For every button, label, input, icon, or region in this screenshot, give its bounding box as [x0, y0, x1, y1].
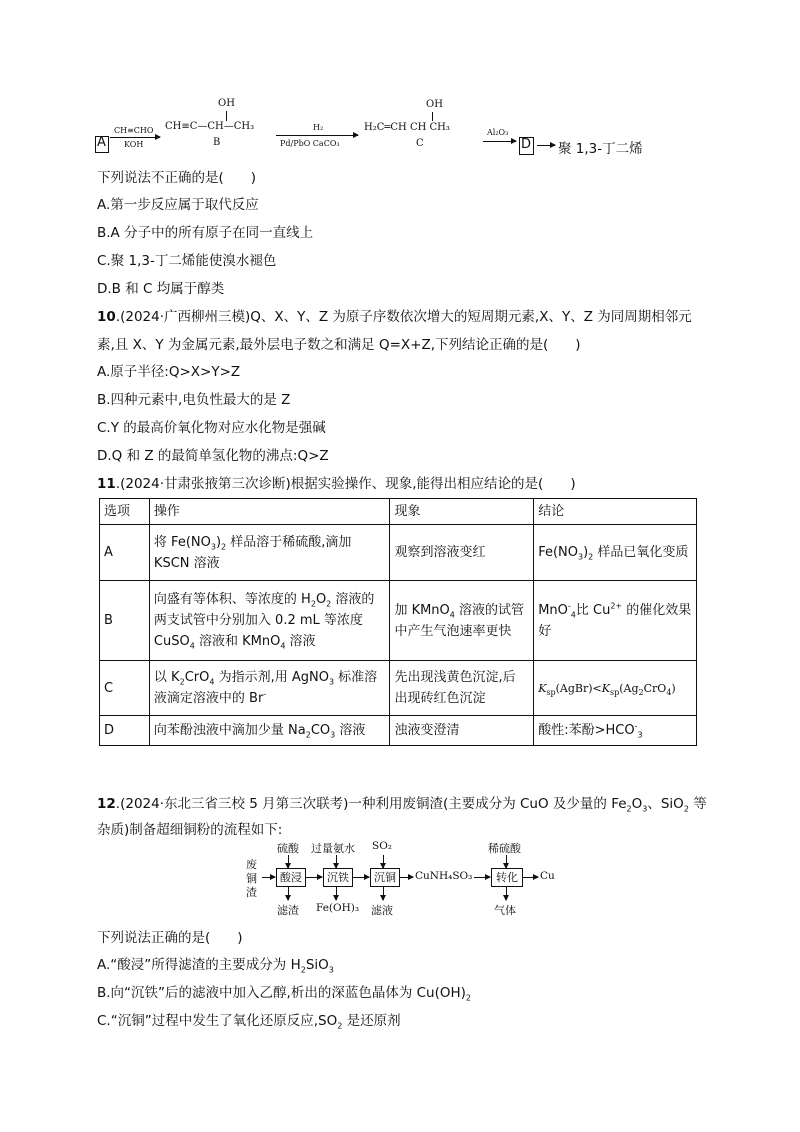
row-b-option: B [100, 581, 150, 661]
compound-c-label: C [416, 138, 424, 149]
q12-option-c: C.“沉铜”过程中发生了氧化还原反应$,SO_2$ 是还原剂 [97, 1013, 401, 1031]
output-filtrate: 滤液 [371, 904, 393, 917]
header-operation: 操作 [149, 499, 390, 525]
input-dilute-sulfuric-acid: 稀硫酸 [488, 842, 521, 855]
row-d-operation: 向苯酚浊液中滴加少量 $Na_2CO_3$ 溶液 [149, 716, 390, 746]
compound-c-oh: OH [426, 99, 443, 110]
q10-stem-line1: 10.(2024·广西柳州三模)Q、X、Y、Z 为原子序数依次增大的短周期元素,X、Y、Z 为同周期相邻元 [97, 309, 692, 325]
q10-option-c: C.Y 的最高价氧化物对应水化物是强碱 [97, 420, 326, 436]
q12-stem: 下列说法正确的是( ) [97, 930, 243, 946]
input3-arrow [383, 855, 384, 868]
q9-stem: 下列说法不正确的是( ) [97, 170, 257, 186]
row-a-conclusion: $Fe(NO_3)_2$ 样品已氧化变质 [534, 525, 697, 581]
row-c-phenomenon: 先出现浅黄色沉淀,后 出现砖红色沉淀 [390, 661, 534, 716]
input-so2: SO₂ [372, 840, 393, 852]
row-a-option: A [100, 525, 150, 581]
box-copper-precipitation: 沉铜 [370, 868, 400, 887]
step1-reagent-top: CH≡CHO [114, 126, 154, 135]
q12-stem-line2: 杂质)制备超细铜粉的流程如下: [97, 822, 283, 838]
step2-reagent-bottom: Pd/PbO CaCO₃ [280, 139, 340, 148]
link2-arrow [352, 877, 369, 878]
row-a-operation: 将 $Fe(NO_3)_2$ 样品溶于稀硫酸,滴加 KSCN 溶液 [149, 525, 390, 581]
q10-option-d: D.Q 和 Z 的最简单氢化物的沸点:Q>Z [97, 448, 329, 464]
feed-char-2: 铜 [246, 872, 257, 885]
row-d-phenomenon: 浊液变澄清 [390, 716, 534, 746]
link4-arrow [474, 877, 490, 878]
q10-option-a: A.原子半径:Q>X>Y>Z [97, 364, 241, 380]
output3-arrow [383, 887, 384, 900]
q9-option-d: D.B 和 C 均属于醇类 [97, 281, 225, 297]
link5-arrow [522, 877, 538, 878]
step3-arrow [483, 141, 516, 142]
table-row [100, 716, 697, 746]
step1-reagent-bottom: KOH [124, 140, 144, 149]
q10-number: 10 [97, 309, 116, 325]
feed-char-3: 渣 [246, 886, 257, 899]
table-row [100, 661, 697, 716]
link1-arrow [305, 877, 322, 878]
row-b-phenomenon: 加 KMnO$_4$ 溶液的试管 中产生气泡速率更快 [390, 581, 534, 661]
output-gas: 气体 [494, 904, 516, 917]
compound-b-oh-bond [226, 111, 227, 121]
compound-b-formula: CH≡C—CH—CH₃ [165, 121, 255, 132]
compound-d-label: D [521, 137, 532, 152]
step1-arrow [110, 137, 160, 138]
header-conclusion: 结论 [534, 499, 697, 525]
step4-arrow [537, 145, 555, 146]
output2-arrow [336, 887, 337, 900]
output4-arrow [506, 887, 507, 900]
table-row [100, 525, 697, 581]
feed-char-1: 废 [246, 858, 257, 871]
q9-option-b: B.A 分子中的所有原子在同一直线上 [97, 225, 314, 241]
row-c-operation: 以 $K_2CrO_4$ 为指示剂,用 AgNO$_3$ 标准溶 液滴定溶液中的 Br- [149, 661, 390, 716]
box-acid-leach: 酸浸 [276, 868, 306, 887]
row-c-conclusion: $K_{sp}(AgBr)<K_{sp}(Ag_2CrO_4)$ [534, 661, 697, 716]
q11-stem: 11.(2024·甘肃张掖第三次诊断)根据实验操作、现象,能得出相应结论的是( ) [97, 476, 576, 492]
q11-table [99, 498, 697, 746]
step2-arrow [276, 135, 358, 136]
output-iron-hydroxide: Fe(OH)₃ [316, 902, 360, 914]
q11-number: 11 [97, 476, 116, 492]
feed-arrow [262, 877, 275, 878]
row-b-operation: 向盛有等体积、等浓度的 $H_2O_2$ 溶液的 两支试管中分别加入 0.2 mL 等浓度 CuSO$_4$ 溶液和 KMnO$_4$ 溶液 [149, 581, 390, 661]
q12-option-a: A.“酸浸”所得滤渣的主要成分为 $H_2SiO_3$ [97, 957, 334, 975]
q10-stem-line2: 素,且 X、Y 为金属元素,最外层电子数之和满足 Q=X+Z,下列结论正确的是( ) [97, 337, 581, 353]
row-a-phenomenon: 观察到溶液变红 [390, 525, 534, 581]
input2-arrow [336, 855, 337, 868]
q9-option-a: A.第一步反应属于取代反应 [97, 197, 259, 213]
row-b-conclusion: MnO-$_4$比 $Cu^{2+}$ 的催化效果 好 [534, 581, 697, 661]
table-row [100, 581, 697, 661]
row-c-option: C [100, 661, 150, 716]
output1-arrow [288, 887, 289, 900]
q12-stem-line1: 12.(2024·东北三省三校 5 月第三次联考)一种利用废铜渣(主要成分为 CuO 及少量的 $Fe_2O_3$、SiO$_2$ 等 [97, 796, 707, 814]
header-phenomenon: 现象 [390, 499, 534, 525]
table-header-row [100, 499, 697, 525]
compound-c-oh-bond [432, 112, 433, 121]
input4-arrow [506, 855, 507, 868]
box-iron-precipitation: 沉铁 [323, 868, 353, 887]
input-excess-ammonia: 过量氨水 [311, 842, 355, 855]
row-d-option: D [100, 716, 150, 746]
row-d-conclusion: 酸性:苯酚$>HCO^-_3$ [534, 716, 697, 746]
input1-arrow [288, 855, 289, 868]
intermediate-cunh4so3: CuNH₄SO₃ [415, 870, 473, 882]
product-label: 聚 1,3-丁二烯 [558, 141, 643, 157]
step3-reagent: Al₂O₃ [487, 128, 509, 137]
step2-reagent-top: H₂ [313, 123, 324, 132]
q12-option-b: B.向“沉铁”后的滤液中加入乙醇,析出的深蓝色晶体为 $Cu(OH)_2$ [97, 985, 472, 1003]
compound-a-label: A [97, 135, 106, 150]
compound-b-oh: OH [218, 98, 235, 109]
compound-b-label: B [213, 137, 221, 148]
q10-option-b: B.四种元素中,电负性最大的是 Z [97, 392, 291, 408]
product-copper: Cu [540, 870, 555, 882]
q9-option-c: C.聚 1,3-丁二烯能使溴水褪色 [97, 253, 277, 269]
output-residue: 滤渣 [277, 904, 299, 917]
header-option: 选项 [100, 499, 150, 525]
box-conversion: 转化 [491, 868, 523, 887]
q12-number: 12 [97, 796, 116, 812]
compound-c-formula: H₂C═CH CH CH₃ [364, 122, 450, 133]
link3-arrow [399, 877, 413, 878]
input-sulfuric-acid: 硫酸 [277, 842, 299, 855]
